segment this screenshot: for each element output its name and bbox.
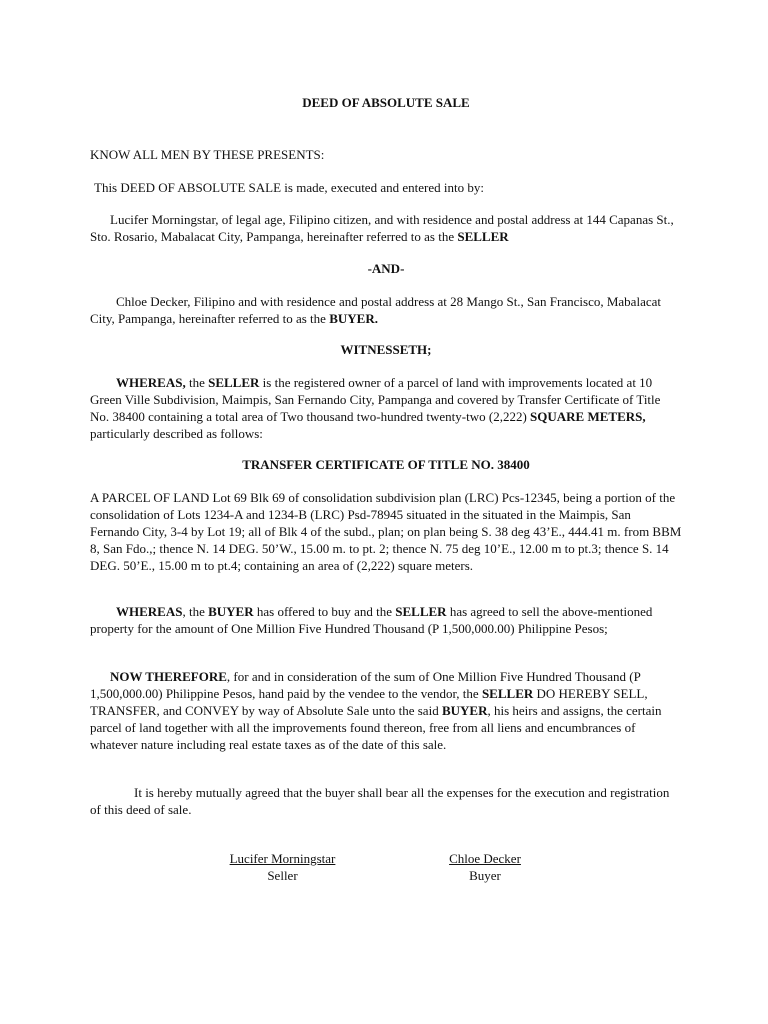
buyer-label: BUYER. — [329, 311, 378, 326]
seller-paragraph — [90, 211, 682, 245]
buyer-signature-role: Buyer — [469, 868, 501, 883]
text-run: , his heirs and assigns, the certain parcel of land together with all the improvements found thereon, free from all liens and encumbrances of whatever nature including real estate taxes as of the date of this sale. — [90, 703, 662, 752]
seller-signature-block — [210, 850, 355, 884]
whereas-label: WHEREAS — [116, 604, 183, 619]
buyer-signature-name: Chloe Decker — [449, 851, 521, 866]
buyer-signature-block — [430, 850, 540, 884]
greeting: KNOW ALL MEN BY THESE PRESENTS: — [90, 147, 325, 162]
buyer-label: BUYER — [441, 703, 488, 718]
seller-signature-role: Seller — [267, 868, 298, 883]
seller-label: SELLER — [208, 375, 260, 390]
seller-label: SELLER — [481, 686, 534, 701]
whereas-label: WHEREAS, — [116, 375, 186, 390]
mutual-agreement-paragraph: It is hereby mutually agreed that the buyer shall bear all the expenses for the execution and registration of this deed of sale. — [90, 785, 670, 817]
seller-label: SELLER — [457, 229, 509, 244]
buyer-text: Chloe Decker, Filipino and with residence and postal address at 28 Mango St., San Francisco, Mabalacat City, Pampanga, hereinafter referred to as the — [90, 294, 661, 326]
text-run: has agreed to sell the above-mentioned property for the amount of One Million Five Hundred Thousand (P 1,500,000.00) Philippine Pesos; — [90, 604, 653, 636]
buyer-paragraph — [90, 293, 682, 327]
text-run: has offered to buy and the — [253, 604, 396, 619]
parcel-description: A PARCEL OF LAND Lot 69 Blk 69 of consolidation subdivision plan (LRC) Pcs-12345, being a portion of the consolidation of Lots 1234-A and 1234-B (LRC) Psd-78945 situated in the situated in the Maimpis, San Fernando City, 3-4 by Lot 19; all of Blk 4 of the subd., plan; on plan being S. 38 deg 43’E., 444.41 m. from BBM 8, San Fdo.,; thence N. 14 DEG. 50’W., 15.00 m. to pt. 2; thence N. 75 deg 10’E., 12.00 m to pt.3; thence S. 14 DEG. 50’E., 15.00 m to pt.4; containing an area of (2,222) square meters. — [90, 490, 682, 573]
text-run: particularly described as follows: — [90, 426, 263, 441]
seller-label: SELLER — [395, 604, 447, 619]
intro-paragraph: This DEED OF ABSOLUTE SALE is made, executed and entered into by: — [94, 180, 484, 195]
text-run: is the registered owner of a parcel of land with improvements located at 10 Green Ville Subdivision, Maimpis, San Fernando City, Pampanga and covered by Transfer Certificate of Title No. 38400 containing a total area of Two thousand two-hundred twenty-two (2,222) — [90, 375, 661, 424]
text-run: , for and in consideration of the sum of One Million Five Hundred Thousand (P 1,500,000.00) Philippine Pesos, hand paid by the vendee to the vendor, the — [90, 669, 641, 701]
text-run: the — [185, 375, 209, 390]
text-run: DO HEREBY SELL, TRANSFER, and CONVEY by way of Absolute Sale unto the said — [90, 686, 648, 718]
buyer-label: BUYER — [208, 604, 254, 619]
square-meters-label: SQUARE METERS, — [530, 409, 646, 424]
and-separator: -AND- — [367, 261, 405, 276]
now-therefore-paragraph — [90, 668, 682, 753]
whereas-paragraph-1 — [90, 374, 682, 442]
whereas-paragraph-2 — [90, 603, 682, 637]
witnesseth-heading: WITNESSETH; — [340, 342, 432, 357]
now-therefore-label: NOW THEREFORE — [110, 669, 227, 684]
seller-text: Lucifer Morningstar, of legal age, Filipino citizen, and with residence and postal address at 144 Capanas St., Sto. Rosario, Mabalacat City, Pampanga, hereinafter referred to as the — [90, 212, 674, 244]
text-run: , the — [182, 604, 209, 619]
document-title: DEED OF ABSOLUTE SALE — [302, 95, 470, 110]
seller-signature-name: Lucifer Morningstar — [229, 851, 336, 866]
tct-heading: TRANSFER CERTIFICATE OF TITLE NO. 38400 — [242, 457, 530, 472]
